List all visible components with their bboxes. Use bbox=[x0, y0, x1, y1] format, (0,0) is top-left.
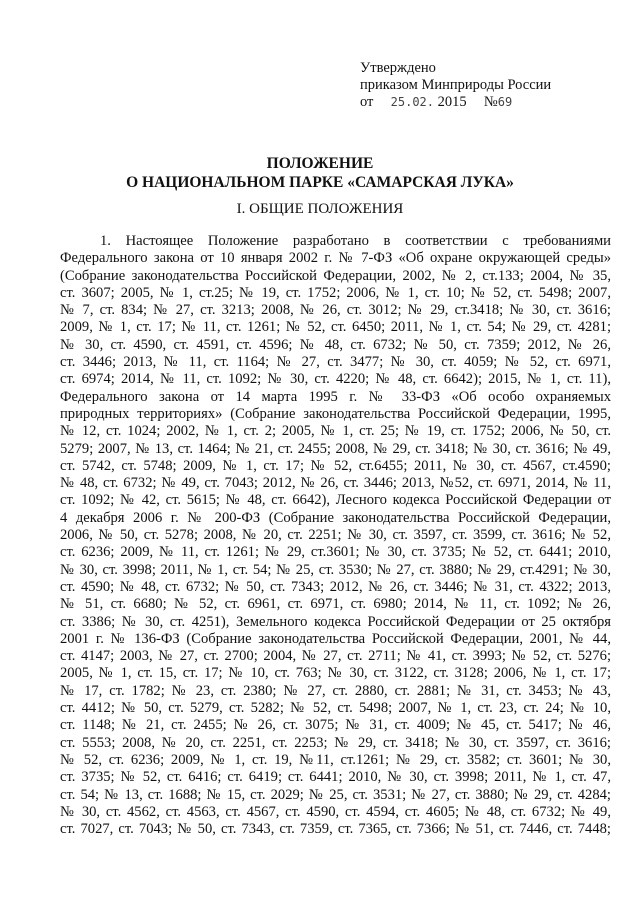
paragraph-line: ст. 5742, ст. 5748; 2009, № 1, ст. 17; № 52, ст.6455; 2011, № 30, ст. 4567, ст.4590; bbox=[60, 457, 611, 474]
paragraph-line: ст. 3607; 2005, № 1, ст.25; № 19, ст. 1752; 2006, № 1, ст. 10; № 52, ст. 5498; 2007, bbox=[60, 284, 611, 301]
paragraph-line: ст. 3446; 2013, № 11, ст. 1164; № 27, ст. 3477; № 30, ст. 4059; № 52, ст. 6971, bbox=[60, 354, 611, 371]
paragraph-line: (Собрание законодательства Российской Федерации, 2002, № 2, ст.133; 2004, № 35, bbox=[60, 267, 611, 284]
paragraph-line: 2009, № 1, ст. 17; № 11, ст. 1261; № 52, ст. 6450; 2011, № 1, ст. 54; № 29, ст. 4281; bbox=[60, 319, 611, 336]
paragraph-line: ст. 7027, ст. 7043; № 50, ст. 7343, ст. 7359, ст. 7365, ст. 7366; № 51, ст. 7446, ст. 7448; bbox=[60, 821, 611, 838]
paragraph-line: ст. 1092; № 42, ст. 5615; № 48, ст. 6642), Лесного кодекса Российской Федерации от bbox=[60, 492, 611, 509]
approval-date-stamp: 25.02. bbox=[390, 95, 435, 109]
approval-block bbox=[360, 60, 600, 111]
paragraph-line: Федерального закона от 10 января 2002 г. № 7-ФЗ «Об охране окружающей среды» bbox=[60, 250, 611, 267]
paragraph-line: природных территориях» (Собрание законодательства Российской Федерации, 1995, bbox=[60, 405, 611, 422]
paragraph-line: ст. 3386; № 30, ст. 4251), Земельного кодекса Российской Федерации от 25 октября bbox=[60, 613, 611, 630]
approval-order-label: приказом Минприроды России bbox=[360, 77, 552, 93]
paragraph-line: ст. 6236; 2009, № 11, ст. 1261; № 29, ст.3601; № 30, ст. 3735; № 52, ст. 6441; 2010, bbox=[60, 544, 611, 561]
section-heading: I. ОБЩИЕ ПОЛОЖЕНИЯ bbox=[236, 201, 404, 217]
paragraph-line: № 30, ст. 4562, ст. 4563, ст. 4567, ст. 4590, ст. 4594, ст. 4605; № 48, ст. 6732; № 49, bbox=[60, 803, 611, 820]
paragraph-line: № 17, ст. 1782; № 23, ст. 2380; № 27, ст. 2880, ст. 2881; № 31, ст. 3453; № 43, bbox=[60, 682, 611, 699]
approval-number-sign: № bbox=[483, 94, 498, 110]
paragraph-line: 4 декабря 2006 г. № 200-ФЗ (Собрание законодательства Российской Федерации, bbox=[60, 509, 611, 526]
approval-date-line bbox=[360, 94, 600, 111]
paragraph-line: № 30, ст. 3998; 2011, № 1, ст. 54; № 25, ст. 3530; № 27, ст. 3880; № 29, ст.4291; № 30, bbox=[60, 561, 611, 578]
paragraph-line: 2005, № 1, ст. 15, ст. 17; № 10, ст. 763; № 30, ст. 3122, ст. 3128; 2006, № 1, ст. 17; bbox=[60, 665, 611, 682]
paragraph-line: № 12, ст. 1024; 2002, № 1, ст. 2; 2005, № 1, ст. 25; № 19, ст. 1752; 2006, № 50, ст. bbox=[60, 423, 611, 440]
paragraph-line: ст. 1148; № 21, ст. 2455; № 26, ст. 3075; № 31, ст. 4009; № 45, ст. 5417; № 46, bbox=[60, 717, 611, 734]
paragraph-line: № 48, ст. 6732; № 49, ст. 7043; 2012, № 26, ст. 3446; 2013, №52, ст. 6971, 2014, № 11, bbox=[60, 475, 611, 492]
approval-number-stamp: 69 bbox=[497, 95, 513, 109]
paragraph-line: Федерального закона от 14 марта 1995 г. № 33-ФЗ «Об особо охраняемых bbox=[60, 388, 611, 405]
paragraph-line: № 30, ст. 4590, ст. 4591, ст. 4596; № 48, ст. 6732; № 50, ст. 7359; 2012, № 26, bbox=[60, 336, 611, 353]
approval-label: Утверждено bbox=[360, 60, 436, 76]
paragraph-1 bbox=[60, 233, 611, 838]
paragraph-line: ст. 6974; 2014, № 11, ст. 1092; № 30, ст. 4220; № 48, ст. 6642); 2015, № 1, ст. 11), bbox=[60, 371, 611, 388]
paragraph-line: ст. 54; № 13, ст. 1688; № 15, ст. 2029; № 25, ст. 3531; № 27, ст. 3880; № 29, ст. 4284; bbox=[60, 786, 611, 803]
paragraph-line: ст. 4412; № 50, ст. 5279, ст. 5282; № 52, ст. 5498; 2007, № 1, ст. 23, ст. 24; № 10, bbox=[60, 700, 611, 717]
paragraph-line: № 7, ст. 834; № 27, ст. 3213; 2008, № 26, ст. 3012; № 29, ст.3418; № 30, ст. 3616; bbox=[60, 302, 611, 319]
approval-year: 2015 bbox=[437, 94, 467, 110]
paragraph-line: ст. 4147; 2003, № 27, ст. 2700; 2004, № 27, ст. 2711; № 41, ст. 3993; № 52, ст. 5276; bbox=[60, 648, 611, 665]
paragraph-line: № 51, ст. 6680; № 52, ст. 6961, ст. 6971, ст. 6980; 2014, № 11, ст. 1092; № 26, bbox=[60, 596, 611, 613]
document-title: ПОЛОЖЕНИЕ bbox=[266, 155, 374, 172]
paragraph-line: 1. Настоящее Положение разработано в соответствии с требованиями bbox=[100, 233, 611, 249]
paragraph-line: 2006, № 50, ст. 5278; 2008, № 20, ст. 2251; № 30, ст. 3597, ст. 3599, ст. 3616; № 52, bbox=[60, 527, 611, 544]
document-subtitle: О НАЦИОНАЛЬНОМ ПАРКЕ «САМАРСКАЯ ЛУКА» bbox=[126, 174, 514, 191]
paragraph-line: ст. 3735; № 52, ст. 6416; ст. 6419; ст. 6441; 2010, № 30, ст. 3998; 2011, № 1, ст. 47, bbox=[60, 769, 611, 786]
paragraph-line: 2001 г. № 136-ФЗ (Собрание законодательства Российской Федерации, 2001, № 44, bbox=[60, 630, 611, 647]
paragraph-line: ст. 5553; 2008, № 20, ст. 2251, ст. 2253; № 29, ст. 3418; № 30, ст. 3597, ст. 3616; bbox=[60, 734, 611, 751]
paragraph-line: № 52, ст. 6236; 2009, № 1, ст. 19, №11, ст.1261; № 29, ст. 3582; ст. 3601; № 30, bbox=[60, 751, 611, 768]
paragraph-line: 5279; 2007, № 13, ст. 1464; № 21, ст. 2455; 2008, № 29, ст. 3418; № 30, ст. 3616; № 49, bbox=[60, 440, 611, 457]
paragraph-line: ст. 4590; № 48, ст. 6732; № 50, ст. 7343; 2012, № 26, ст. 3446; № 31, ст. 4322; 2013, bbox=[60, 578, 611, 595]
approval-date-prefix: от bbox=[360, 94, 374, 110]
